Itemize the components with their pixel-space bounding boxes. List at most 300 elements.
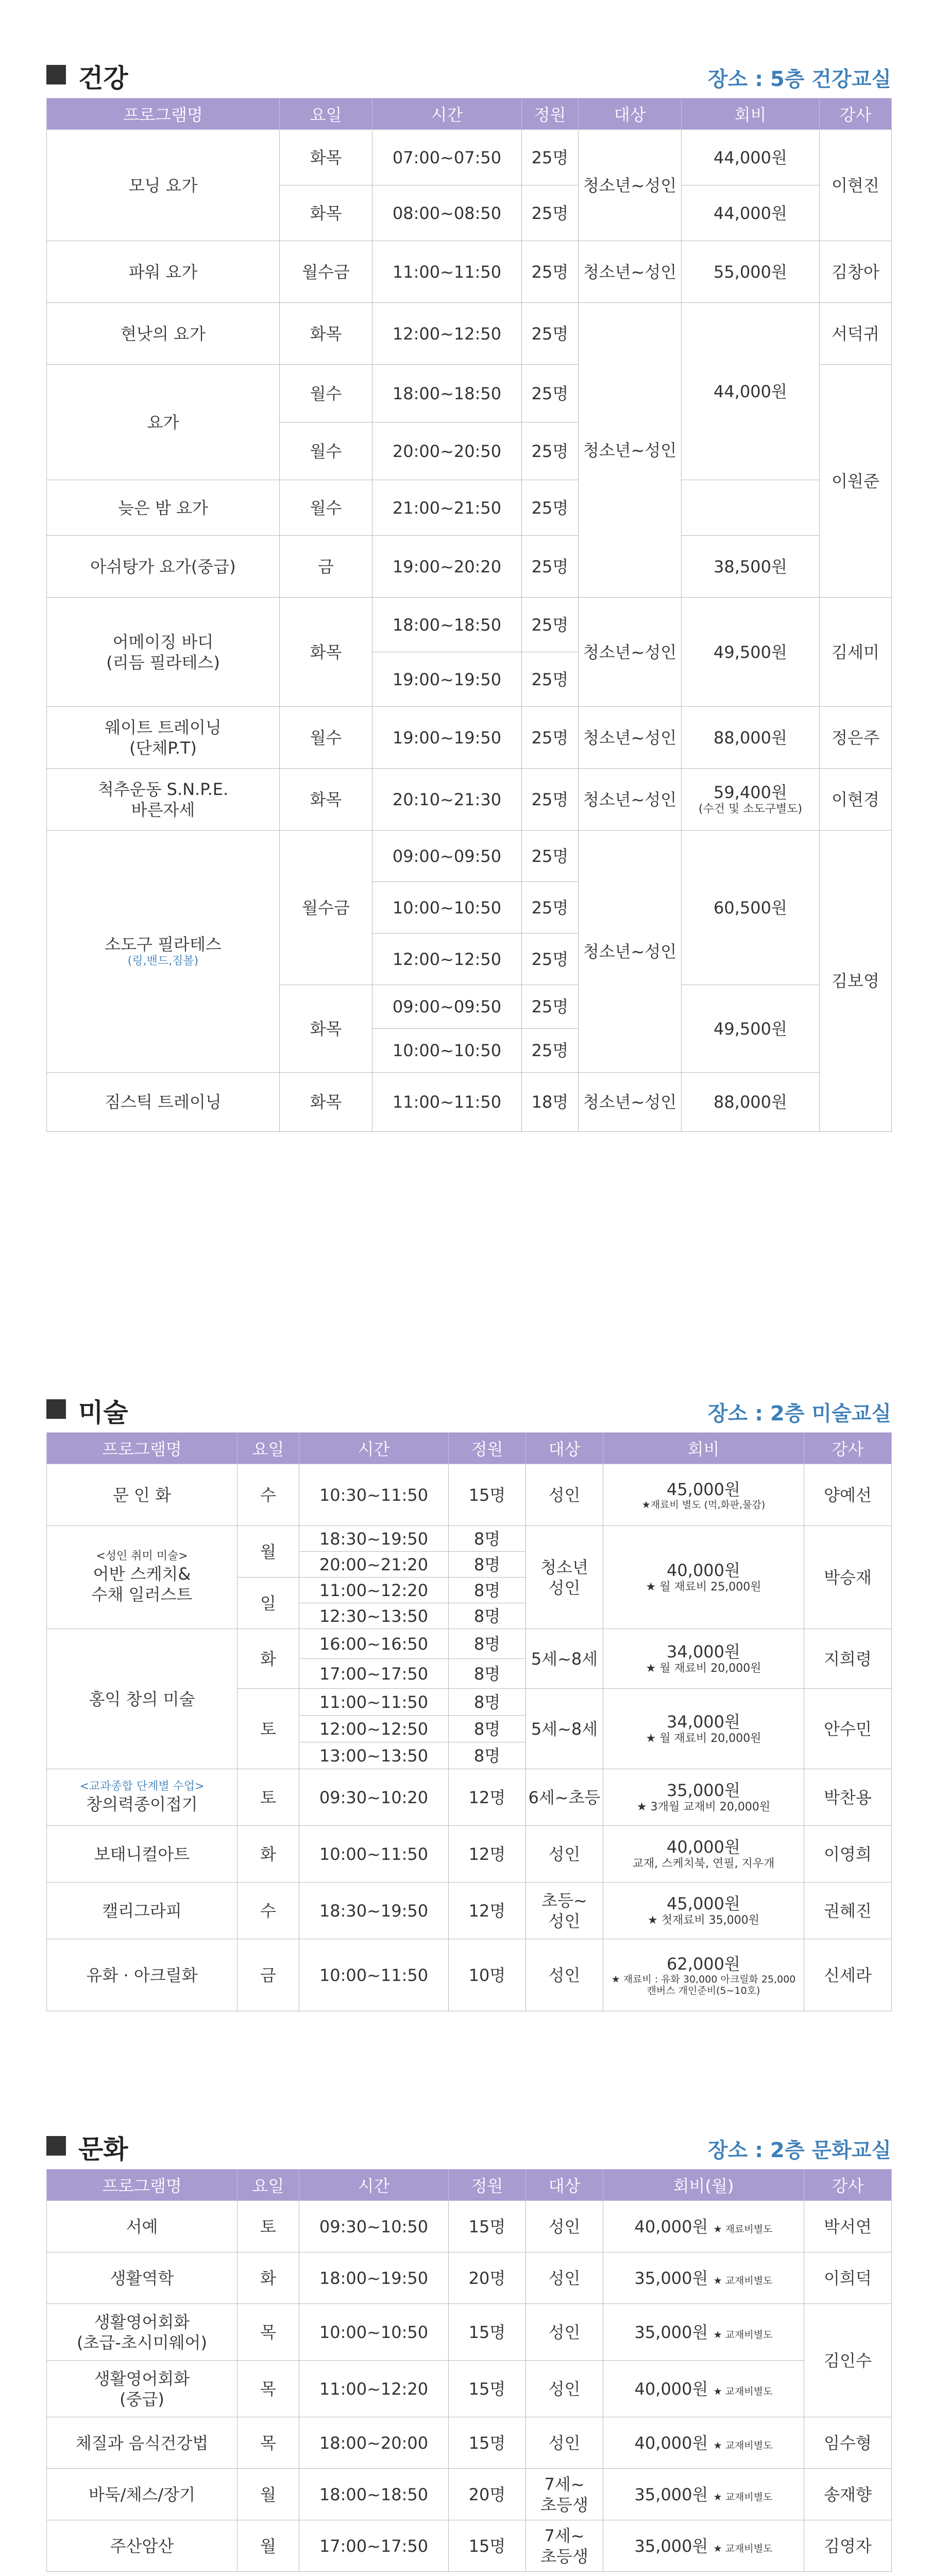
target: 성인 — [526, 1826, 603, 1883]
capacity: 25명 — [522, 882, 579, 934]
fee-value: 40,000원 — [634, 2433, 708, 2453]
day: 월수 — [280, 480, 372, 536]
fee — [603, 1769, 804, 1826]
time: 17:00~17:50 — [299, 1659, 449, 1689]
program-name-line1: 어반 스케치& — [93, 1564, 191, 1584]
day: 화 — [238, 2252, 299, 2304]
target: 청소년~성인 — [579, 130, 682, 241]
target: 청소년~성인 — [579, 241, 682, 303]
program-name-line2: (중급) — [120, 2389, 164, 2409]
col-time: 시간 — [299, 2170, 449, 2201]
program-name — [47, 831, 280, 1073]
art-place: 장소 : 2층 미술교실 — [707, 1402, 891, 1426]
day: 토 — [238, 1689, 299, 1769]
fee-note: 교재, 스케치북, 연필, 지우개 — [632, 1857, 775, 1871]
time: 10:00~10:50 — [372, 1029, 522, 1073]
capacity: 15명 — [449, 2520, 526, 2572]
fee: 44,000원 — [682, 130, 820, 185]
capacity: 25명 — [522, 422, 579, 480]
time: 12:30~13:50 — [299, 1603, 449, 1629]
teacher: 송재향 — [804, 2469, 892, 2520]
day: 화 — [238, 1826, 299, 1883]
table-row — [47, 1883, 892, 1939]
health-header-row — [47, 98, 892, 130]
capacity: 20명 — [449, 2469, 526, 2520]
col-target: 대상 — [579, 98, 682, 130]
time: 11:00~11:50 — [372, 1073, 522, 1132]
fee: 88,000원 — [682, 707, 820, 769]
target: 청소년~성인 — [579, 831, 682, 1073]
teacher: 박찬용 — [804, 1769, 892, 1826]
fee-note: ★ 교재비별도 — [713, 2543, 773, 2554]
time: 18:30~19:50 — [299, 1883, 449, 1939]
target: 성인 — [526, 2417, 603, 2469]
capacity: 25명 — [522, 241, 579, 303]
teacher: 김인수 — [804, 2304, 892, 2417]
teacher: 서덕귀 — [820, 303, 892, 365]
fee — [603, 1464, 804, 1526]
art-section — [46, 1386, 891, 2011]
health-table — [46, 98, 892, 1132]
time: 08:00~08:50 — [372, 185, 522, 241]
target: 초등~성인 — [526, 1883, 603, 1939]
program-name: 늦은 밤 요가 — [47, 480, 280, 536]
capacity: 25명 — [522, 365, 579, 422]
program-note: <성인 취미 미술> — [96, 1550, 188, 1563]
table-row — [47, 1526, 892, 1552]
fee: 60,500원 — [682, 831, 820, 985]
capacity: 25명 — [522, 769, 579, 831]
capacity: 15명 — [449, 2201, 526, 2252]
capacity: 8명 — [449, 1552, 526, 1578]
day: 화목 — [280, 769, 372, 831]
fee-note: ★ 교재비별도 — [713, 2439, 773, 2451]
capacity: 8명 — [449, 1742, 526, 1769]
time: 16:00~16:50 — [299, 1629, 449, 1659]
table-row — [47, 769, 892, 831]
table-row — [47, 2201, 892, 2252]
time: 11:00~12:20 — [299, 1578, 449, 1603]
teacher: 김영자 — [804, 2520, 892, 2572]
fee-value: 35,000원 — [634, 2268, 708, 2288]
fee-note: ★ 첫재료비 35,000원 — [648, 1914, 759, 1927]
program-name-line1: 어메이징 바디 — [112, 632, 214, 652]
capacity: 8명 — [449, 1689, 526, 1716]
health-title: 건강 — [78, 63, 128, 93]
fee-note: ★ 월 재료비 20,000원 — [646, 1662, 761, 1675]
health-place: 장소 : 5층 건강교실 — [707, 67, 891, 91]
fee-note: ★ 교재비별도 — [713, 2385, 773, 2397]
col-target: 대상 — [526, 2170, 603, 2201]
time: 18:30~19:50 — [299, 1526, 449, 1552]
time: 12:00~12:50 — [372, 934, 522, 985]
capacity: 15명 — [449, 2304, 526, 2361]
teacher: 지희령 — [804, 1629, 892, 1689]
fee: 44,000원 — [682, 303, 820, 480]
program-name-line1: 생활영어회화 — [94, 2368, 190, 2388]
fee — [682, 769, 820, 831]
time: 10:00~11:50 — [299, 1939, 449, 2011]
table-row — [47, 130, 892, 185]
program-note: <교과종합 단계별 수업> — [79, 1780, 205, 1793]
section-bullet-icon — [46, 2136, 66, 2156]
target: 청소년~성인 — [579, 1073, 682, 1132]
day: 토 — [238, 2201, 299, 2252]
teacher: 이영희 — [804, 1826, 892, 1883]
target: 청소년~성인 — [579, 303, 682, 598]
time: 19:00~20:20 — [372, 536, 522, 598]
fee-value: 59,400원 — [714, 783, 787, 803]
program-name-line2: (단체P.T) — [129, 738, 197, 758]
capacity: 25명 — [522, 598, 579, 652]
capacity: 25명 — [522, 185, 579, 241]
col-fee: 회비 — [603, 1433, 804, 1464]
time: 18:00~19:50 — [299, 2252, 449, 2304]
program-name-line1: 웨이트 트레이닝 — [105, 717, 222, 737]
teacher: 김보영 — [820, 831, 892, 1132]
capacity: 12명 — [449, 1826, 526, 1883]
capacity: 8명 — [449, 1629, 526, 1659]
target: 5세~8세 — [526, 1689, 603, 1769]
fee-value: 62,000원 — [667, 1954, 740, 1974]
section-bullet-icon — [46, 1399, 66, 1419]
day: 월수 — [280, 365, 372, 422]
target: 청소년~성인 — [579, 769, 682, 831]
time: 12:00~12:50 — [299, 1716, 449, 1742]
day: 목 — [238, 2304, 299, 2361]
col-day: 요일 — [280, 98, 372, 130]
program-name: 주산암산 — [47, 2520, 238, 2572]
program-name: 아쉬탕가 요가(중급) — [47, 536, 280, 598]
program-name-line2: 수채 일러스트 — [91, 1584, 193, 1604]
teacher: 양예선 — [804, 1464, 892, 1526]
table-row — [47, 1073, 892, 1132]
time: 09:30~10:50 — [299, 2201, 449, 2252]
table-row — [47, 303, 892, 365]
fee — [603, 2417, 804, 2469]
day: 수 — [238, 1883, 299, 1939]
culture-header — [46, 2123, 891, 2169]
program-name: 요가 — [47, 365, 280, 480]
program-name: 파워 요가 — [47, 241, 280, 303]
time: 10:00~10:50 — [372, 882, 522, 934]
time: 19:00~19:50 — [372, 707, 522, 769]
target: 성인 — [526, 1939, 603, 2011]
capacity: 15명 — [449, 1464, 526, 1526]
col-program: 프로그램명 — [47, 2170, 238, 2201]
capacity: 25명 — [522, 536, 579, 598]
capacity: 12명 — [449, 1883, 526, 1939]
capacity: 25명 — [522, 934, 579, 985]
fee-note: ★재료비 별도 (먹,화판,물감) — [641, 1499, 766, 1511]
day: 월수 — [280, 707, 372, 769]
fee — [603, 2252, 804, 2304]
day: 월수 — [280, 422, 372, 480]
col-teacher: 강사 — [804, 1433, 892, 1464]
day: 금 — [280, 536, 372, 598]
target: 청소년~성인 — [579, 598, 682, 707]
table-row — [47, 2252, 892, 2304]
time: 18:00~18:50 — [299, 2469, 449, 2520]
capacity: 25명 — [522, 707, 579, 769]
teacher: 신세라 — [804, 1939, 892, 2011]
time: 21:00~21:50 — [372, 480, 522, 536]
col-teacher: 강사 — [804, 2170, 892, 2201]
teacher: 김창아 — [820, 241, 892, 303]
fee — [682, 480, 820, 536]
col-fee: 회비 — [682, 98, 820, 130]
col-capacity: 정원 — [449, 1433, 526, 1464]
time: 11:00~11:50 — [299, 1689, 449, 1716]
teacher: 이희덕 — [804, 2252, 892, 2304]
target: 성인 — [526, 2361, 603, 2417]
fee-value: 35,000원 — [634, 2322, 708, 2342]
day: 월 — [238, 1526, 299, 1578]
fee-value: 40,000원 — [634, 2216, 708, 2236]
day: 월 — [238, 2469, 299, 2520]
time: 07:00~07:50 — [372, 130, 522, 185]
day: 화목 — [280, 598, 372, 707]
teacher: 박서연 — [804, 2201, 892, 2252]
time: 20:00~20:50 — [372, 422, 522, 480]
capacity: 8명 — [449, 1526, 526, 1552]
capacity: 8명 — [449, 1603, 526, 1629]
program-name-line1: 소도구 필라테스 — [105, 935, 222, 955]
fee-note: ★ 월 재료비 25,000원 — [646, 1581, 761, 1594]
capacity: 25명 — [522, 130, 579, 185]
capacity: 25명 — [522, 303, 579, 365]
program-name: 홍익 창의 미술 — [47, 1629, 238, 1769]
program-name — [47, 598, 280, 707]
capacity: 18명 — [522, 1073, 579, 1132]
time: 11:00~11:50 — [372, 241, 522, 303]
program-name — [47, 2361, 238, 2417]
time: 19:00~19:50 — [372, 652, 522, 707]
fee-note: ★ 교재비별도 — [713, 2491, 773, 2503]
fee-note: ★ 월 재료비 20,000원 — [646, 1732, 761, 1745]
program-name: 생활역학 — [47, 2252, 238, 2304]
time: 09:00~09:50 — [372, 985, 522, 1029]
col-time: 시간 — [299, 1433, 449, 1464]
day: 목 — [238, 2417, 299, 2469]
col-capacity: 정원 — [522, 98, 579, 130]
fee: 38,500원 — [682, 536, 820, 598]
art-table — [46, 1432, 892, 2011]
col-day: 요일 — [238, 2170, 299, 2201]
day: 금 — [238, 1939, 299, 2011]
fee-note: ★ 재료비별도 — [713, 2223, 773, 2235]
fee — [603, 1629, 804, 1689]
time: 09:00~09:50 — [372, 831, 522, 882]
teacher: 안수민 — [804, 1689, 892, 1769]
culture-title: 문화 — [78, 2134, 128, 2164]
program-name: 문 인 화 — [47, 1464, 238, 1526]
program-name-line2: (링,밴드,짐볼) — [127, 955, 199, 968]
time: 20:10~21:30 — [372, 769, 522, 831]
culture-header-row — [47, 2170, 892, 2201]
col-teacher: 강사 — [820, 98, 892, 130]
target: 청소년 성인 — [526, 1526, 603, 1629]
capacity: 15명 — [449, 2417, 526, 2469]
table-row — [47, 598, 892, 652]
program-name: 캘리그라피 — [47, 1883, 238, 1939]
program-name-line2: 바른자세 — [131, 800, 195, 820]
teacher: 이현진 — [820, 130, 892, 241]
fee — [603, 1883, 804, 1939]
program-name: 현낫의 요가 — [47, 303, 280, 365]
fee — [603, 1689, 804, 1769]
capacity: 25명 — [522, 1029, 579, 1073]
culture-place: 장소 : 2층 문화교실 — [707, 2139, 891, 2162]
day: 수 — [238, 1464, 299, 1526]
fee-note: ★ 교재비별도 — [713, 2329, 773, 2341]
program-name: 보태니컬아트 — [47, 1826, 238, 1883]
table-row — [47, 1464, 892, 1526]
fee: 88,000원 — [682, 1073, 820, 1132]
target: 성인 — [526, 2304, 603, 2361]
time: 18:00~20:00 — [299, 2417, 449, 2469]
target: 성인 — [526, 1464, 603, 1526]
day: 월수금 — [280, 241, 372, 303]
fee-value: 35,000원 — [667, 1781, 740, 1801]
col-target: 대상 — [526, 1433, 603, 1464]
fee — [603, 2201, 804, 2252]
day: 화 — [238, 1629, 299, 1689]
day: 월수금 — [280, 831, 372, 985]
section-bullet-icon — [46, 65, 66, 84]
target: 6세~초등 — [526, 1769, 603, 1826]
col-program: 프로그램명 — [47, 98, 280, 130]
health-section — [46, 52, 891, 1132]
fee-value: 35,000원 — [634, 2484, 708, 2504]
teacher: 권혜진 — [804, 1883, 892, 1939]
day: 일 — [238, 1578, 299, 1629]
time: 10:00~11:50 — [299, 1826, 449, 1883]
table-row — [47, 1939, 892, 2011]
time: 18:00~18:50 — [372, 598, 522, 652]
program-name — [47, 769, 280, 831]
capacity: 25명 — [522, 831, 579, 882]
program-name: 짐스틱 트레이닝 — [47, 1073, 280, 1132]
target: 성인 — [526, 2201, 603, 2252]
fee — [603, 2361, 804, 2417]
capacity: 20명 — [449, 2252, 526, 2304]
capacity: 8명 — [449, 1716, 526, 1742]
table-row — [47, 480, 892, 536]
program-name-line1: 창의력종이접기 — [86, 1794, 198, 1814]
fee-note: ★ 교재비별도 — [713, 2275, 773, 2286]
col-capacity: 정원 — [449, 2170, 526, 2201]
fee-value: 40,000원 — [667, 1837, 740, 1857]
time: 10:00~10:50 — [299, 2304, 449, 2361]
art-title: 미술 — [78, 1398, 128, 1428]
program-name — [47, 1526, 238, 1629]
target: 청소년~성인 — [579, 707, 682, 769]
day: 토 — [238, 1769, 299, 1826]
table-row — [47, 831, 892, 882]
day: 월 — [238, 2520, 299, 2572]
program-name-line2: (리듬 필라테스) — [106, 652, 220, 672]
fee-note: ★ 재료비 : 유화 30,000 아크릴화 25,000 캔버스 개인준비(5~10호) — [611, 1973, 796, 1996]
target: 7세~초등생 — [526, 2520, 603, 2572]
capacity: 25명 — [522, 652, 579, 707]
teacher: 김세미 — [820, 598, 892, 707]
capacity: 15명 — [449, 2361, 526, 2417]
capacity: 8명 — [449, 1578, 526, 1603]
culture-table — [46, 2169, 892, 2572]
table-row — [47, 2417, 892, 2469]
time: 20:00~21:20 — [299, 1552, 449, 1578]
table-row — [47, 2361, 892, 2417]
table-row — [47, 2304, 892, 2361]
col-fee: 회비(월) — [603, 2170, 804, 2201]
day: 화목 — [280, 985, 372, 1073]
fee-value: 40,000원 — [634, 2379, 708, 2399]
culture-section — [46, 2123, 891, 2572]
teacher: 임수형 — [804, 2417, 892, 2469]
time: 17:00~17:50 — [299, 2520, 449, 2572]
teacher: 이현경 — [820, 769, 892, 831]
table-row — [47, 536, 892, 598]
capacity: 25명 — [522, 985, 579, 1029]
fee — [603, 2469, 804, 2520]
fee-value: 35,000원 — [634, 2536, 708, 2556]
table-row — [47, 1769, 892, 1826]
table-row — [47, 707, 892, 769]
fee-note: (수건 및 소도구별도) — [698, 803, 803, 816]
teacher: 정은주 — [820, 707, 892, 769]
program-name: 모닝 요가 — [47, 130, 280, 241]
fee — [603, 1826, 804, 1883]
time: 11:00~12:20 — [299, 2361, 449, 2417]
table-row — [47, 2520, 892, 2572]
program-name: 서예 — [47, 2201, 238, 2252]
day: 화목 — [280, 303, 372, 365]
fee: 44,000원 — [682, 185, 820, 241]
capacity: 10명 — [449, 1939, 526, 2011]
day: 화목 — [280, 185, 372, 241]
capacity: 8명 — [449, 1659, 526, 1689]
program-name — [47, 1769, 238, 1826]
fee-value: 34,000원 — [667, 1712, 740, 1732]
art-header-row — [47, 1433, 892, 1464]
capacity: 25명 — [522, 480, 579, 536]
program-name — [47, 707, 280, 769]
fee-value: 45,000원 — [667, 1479, 740, 1499]
fee-note: ★ 3개월 교재비 20,000원 — [636, 1801, 771, 1814]
teacher: 박승재 — [804, 1526, 892, 1629]
day: 화목 — [280, 1073, 372, 1132]
fee-value: 40,000원 — [667, 1561, 740, 1581]
fee: 55,000원 — [682, 241, 820, 303]
capacity: 12명 — [449, 1769, 526, 1826]
fee — [603, 2304, 804, 2361]
table-row — [47, 1826, 892, 1883]
table-row — [47, 241, 892, 303]
fee — [603, 1526, 804, 1629]
time: 12:00~12:50 — [372, 303, 522, 365]
table-row — [47, 2469, 892, 2520]
time: 09:30~10:20 — [299, 1769, 449, 1826]
program-name: 유화 · 아크릴화 — [47, 1939, 238, 2011]
health-header — [46, 52, 891, 98]
target: 성인 — [526, 2252, 603, 2304]
program-name-line1: 생활영어회화 — [94, 2312, 190, 2332]
fee — [603, 1939, 804, 2011]
table-row — [47, 1629, 892, 1659]
target: 7세~초등생 — [526, 2469, 603, 2520]
col-time: 시간 — [372, 98, 522, 130]
